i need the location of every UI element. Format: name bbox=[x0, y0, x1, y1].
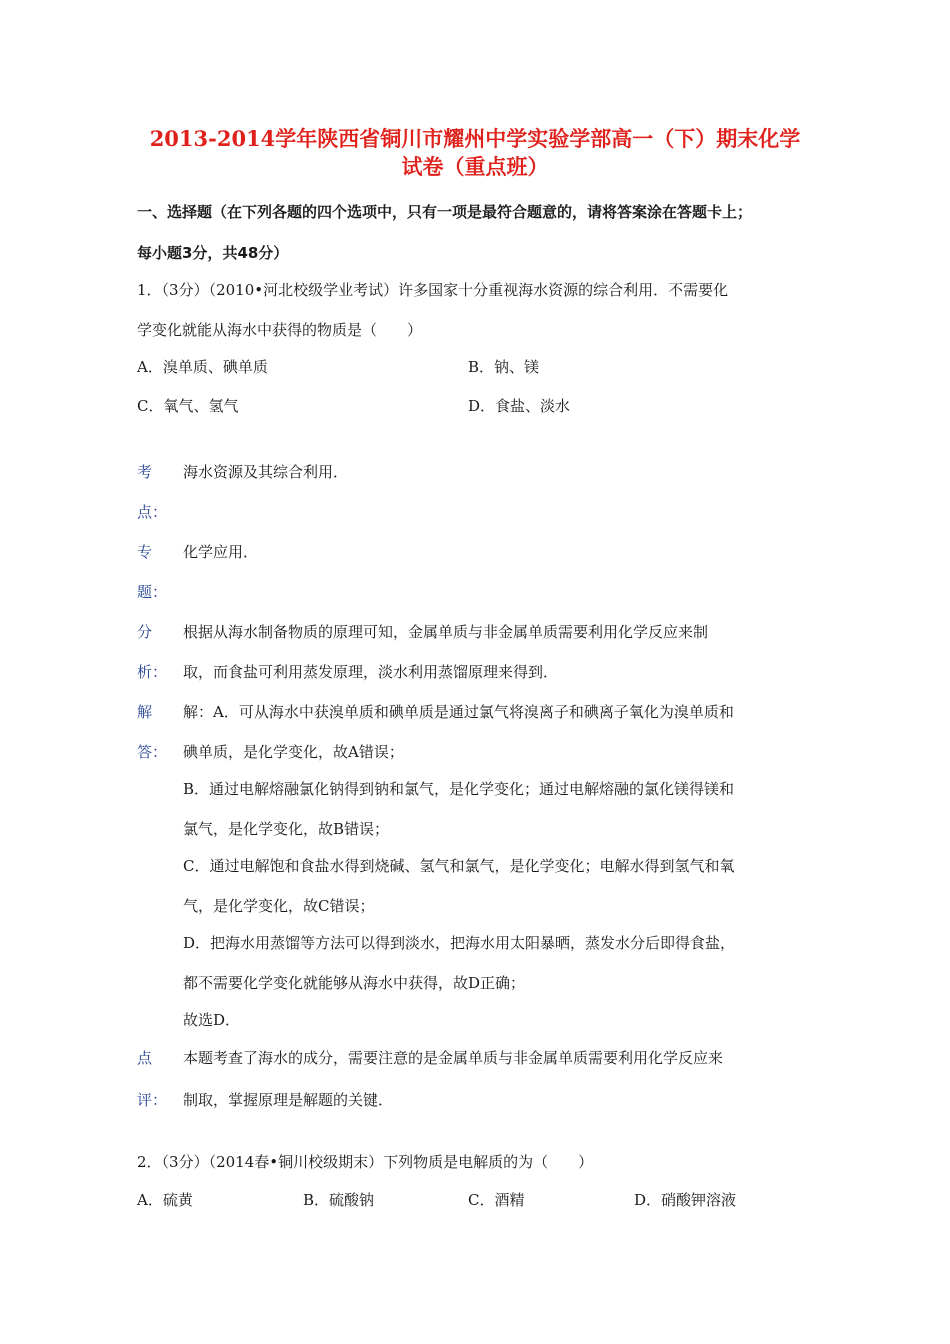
fenxi-label-1: 分 bbox=[137, 623, 153, 641]
q2-option-a: A．硫黄 bbox=[137, 1191, 193, 1209]
kaodian-label-2: 点： bbox=[137, 503, 168, 521]
zhuanti-label-1: 专 bbox=[137, 543, 153, 561]
dianping-line2: 制取，掌握原理是解题的关键． bbox=[183, 1091, 394, 1109]
dianping-label-2: 评： bbox=[137, 1091, 168, 1109]
q1-stem-line1: 1．（3分）（2010•河北校级学业考试）许多国家十分重视海水资源的综合利用．不需要化 bbox=[137, 281, 729, 299]
q1-option-c: C．氧气、氢气 bbox=[137, 397, 239, 415]
q1-option-d: D．食盐、淡水 bbox=[468, 397, 571, 415]
q1-option-b: B．钠、镁 bbox=[468, 358, 540, 376]
dianping-line1: 本题考查了海水的成分，需要注意的是金属单质与非金属单质需要利用化学反应来 bbox=[183, 1049, 724, 1067]
jieda-line1: 解：A．可从海水中获溴单质和碘单质是通过氯气将溴离子和碘离子氧化为溴单质和 bbox=[183, 703, 734, 721]
q2-option-b: B．硫酸钠 bbox=[303, 1191, 375, 1209]
jieda-line7: D．把海水用蒸馏等方法可以得到淡水，把海水用太阳暴晒，蒸发水分后即得食盐， bbox=[183, 934, 736, 952]
jieda-line9: 故选D． bbox=[183, 1011, 241, 1029]
fenxi-line1: 根据从海水制备物质的原理可知，金属单质与非金属单质需要利用化学反应来制 bbox=[183, 623, 709, 641]
document-title-line1: 2013-2014学年陕西省铜川市耀州中学实验学部高一（下）期末化学 bbox=[149, 126, 801, 151]
fenxi-line2: 取，而食盐可利用蒸发原理，淡水利用蒸馏原理来得到． bbox=[183, 663, 559, 681]
kaodian-text: 海水资源及其综合利用． bbox=[183, 463, 349, 481]
q2-option-c: C．酒精 bbox=[468, 1191, 525, 1209]
zhuanti-text: 化学应用． bbox=[183, 543, 259, 561]
jieda-line3: B．通过电解熔融氯化钠得到钠和氯气，是化学变化；通过电解熔融的氯化镁得镁和 bbox=[183, 780, 735, 798]
section-heading-line2: 每小题3分，共48分） bbox=[137, 244, 289, 262]
section-heading-line1: 一、选择题（在下列各题的四个选项中，只有一项是最符合题意的，请将答案涂在答题卡上； bbox=[137, 203, 753, 221]
fenxi-label-2: 析： bbox=[137, 663, 168, 681]
jieda-line2: 碘单质，是化学变化，故A错误； bbox=[183, 743, 404, 761]
zhuanti-label-2: 题： bbox=[137, 583, 168, 601]
q1-stem-line2: 学变化就能从海水中获得的物质是（ ） bbox=[137, 321, 423, 339]
document-title-line2: 试卷（重点班） bbox=[401, 154, 549, 179]
jieda-line6: 气，是化学变化，故C错误； bbox=[183, 897, 375, 915]
dianping-label-1: 点 bbox=[137, 1049, 153, 1067]
jieda-label-2: 答： bbox=[137, 743, 168, 761]
q1-option-a: A．溴单质、碘单质 bbox=[137, 358, 268, 376]
kaodian-label-1: 考 bbox=[137, 463, 153, 481]
jieda-label-1: 解 bbox=[137, 703, 153, 721]
q2-option-d: D．硝酸钾溶液 bbox=[634, 1191, 737, 1209]
q2-stem: 2．（3分）（2014春•铜川校级期末）下列物质是电解质的为（ ） bbox=[137, 1153, 594, 1171]
jieda-line5: C．通过电解饱和食盐水得到烧碱、氢气和氯气，是化学变化；电解水得到氢气和氧 bbox=[183, 857, 735, 875]
jieda-line8: 都不需要化学变化就能够从海水中获得，故D正确； bbox=[183, 974, 526, 992]
jieda-line4: 氯气，是化学变化，故B错误； bbox=[183, 820, 390, 838]
